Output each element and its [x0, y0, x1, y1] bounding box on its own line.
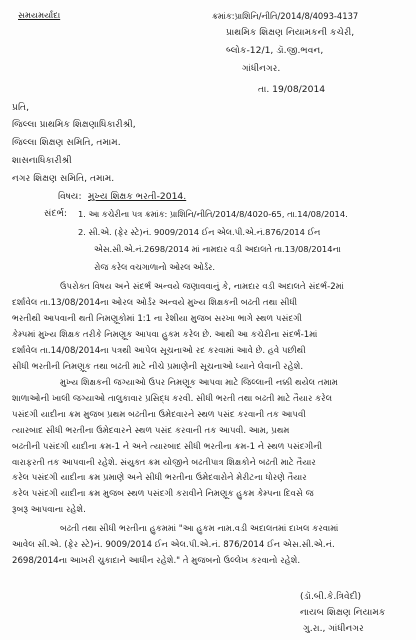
- signatory-designation: નાયબ શિક્ષણ નિયામક: [300, 607, 386, 618]
- reference-number: ક્રમાંક:પ્રાશિનિ/નીતિ/2014/8/4093-4137: [212, 11, 359, 21]
- body-line: દર્શાવેલ તા.14/08/2014ના પત્રથી આપેલ સૂચનાઓ રદ કરવામાં આવે છે. હવે પછીથી: [12, 345, 306, 356]
- letter-date: તા. 19/08/2014: [258, 84, 326, 95]
- body-line: રૂબરૂ આપવાના રહેશે.: [12, 505, 86, 516]
- body-line: બઢતી તથા સીધી ભરતીના હુકમમાં "આ હુકમ નામ.વડી અદાલતમાં દાખલ કરવામાં: [60, 524, 339, 534]
- body-line: ઉપરોક્ત વિષય અને સંદર્ભ અન્વયે જણાવવાનું કે, નામદાર વડી અદાલતે સંદર્ભ-2માં: [60, 282, 344, 292]
- body-paragraph-2: [12, 376, 408, 519]
- references-label: સંદર્ભ:: [44, 208, 68, 219]
- recipient-line: નગર શિક્ષણ સમિતિ, તમામ.: [12, 173, 115, 184]
- signatory-name: (ડૉ.બી.કે.ત્રિવેદી): [300, 591, 362, 602]
- body-line: ભરતીથી આપવાની થતી નિમણૂકોમાં 1:1 ના રેશીયા મુજબ સરખા ભાગે સ્થળ પસંદગી: [12, 313, 302, 324]
- body-line: કરેલ પસંદગી યાદીના ક્રમ મુજબ સ્થળ પસંદગી કરાવીને નિમણૂક હુકમ કેમ્પના દિવસે જ: [12, 489, 314, 500]
- body-line: વારાફરતી તક આપવાની રહેશે. સંયુક્ત ક્રમ યોજીને બઢતીપાત્ર શિક્ષકોને બઢતી માટે તૈયાર: [12, 457, 316, 468]
- signatory-location: ગુ.રા., ગાંધીનગર: [303, 623, 364, 634]
- body-line: બઢતીની પસંદગી યાદીના ક્રમ-1 ને અને ત્યારબાદ સીધી ભરતીના ક્રમ-1 ને સ્થળ પસંદગીની: [12, 441, 323, 452]
- recipient-line: જિલ્લા શિક્ષણ સમિતિ, તમામ.: [12, 137, 121, 148]
- office-address: બ્લોક-12/1, ડૉ.જી.ભવન,: [226, 45, 324, 56]
- subject-text: મુખ્ય શિક્ષક ભરતી-2014.: [88, 191, 187, 202]
- reference-line: 2. સી.એ. (ફેર સ્ટે)નં. 9009/2014 ઈન એલ.પી.એ.નં.876/2014 ઈન: [78, 227, 321, 237]
- reference-line: રોજ કરેલ વચગાળાનો ઓરલ ઓર્ડર.: [94, 262, 215, 272]
- recipient-line: શાસનાધિકારીશ્રી: [12, 155, 72, 166]
- body-line: કરેલ પસંદગી યાદીના ક્રમ પ્રમાણે અને સીધી ભરતીના ઉમેદવારોને મેરીટના ધોરણે તૈયાર: [12, 473, 307, 484]
- reference-line: એસ.સી.એ.નં.2698/2014 માં નામદાર વડી અદાલતે તા.13/08/2014ના: [94, 244, 341, 254]
- recipient-prati: પ્રતિ,: [12, 102, 30, 113]
- body-line: શાળાઓની ખાલી જગ્યાઓ તાલુકાવાર પ્રસિદ્ધ કરવી. સીધી ભરતી તથા બઢતી માટે તૈયાર કરેલ: [12, 393, 333, 404]
- body-line: ત્યારબાદ સીધી ભરતીના ઉમેદવારને સ્થળ પસંદ કરવાની તક આપવી. આમ, પ્રથમ: [12, 425, 290, 436]
- body-paragraph-1: [12, 280, 408, 375]
- recipient-line: જિલ્લા પ્રાથમિક શિક્ષણાધિકારીશ્રી,: [12, 119, 136, 130]
- reference-line: 1. આ કચેરીના પત્ર ક્રમાંક: પ્રાશિનિ/નીતિ/2014/8/4020-65, તા.14/08/2014.: [78, 209, 348, 219]
- body-paragraph-3: [12, 522, 408, 570]
- body-line: 2698/2014ના આખરી ચુકાદાને આધીન રહેશે." તે મુજબનો ઉલ્લેખ કરવાનો રહેશે.: [12, 555, 301, 566]
- subject-label: વિષય:: [58, 191, 82, 202]
- body-line: સીધી ભરતીની નિમણૂક તથા બઢતી માટે નીચે પ્રમાણેની સૂચનાઓ ધ્યાને લેવાની રહેશે.: [12, 361, 304, 372]
- body-line: આવેલ સી.એ. (ફેર સ્ટે)નં. 9009/2014 ઈન એલ.પી.એ.નં. 876/2014 ઈન એસ.સી.એ.નં.: [12, 539, 335, 550]
- body-line: દર્શાવેલ તા.13/08/2014ના ઓરલ ઓર્ડર અન્વયે મુખ્ય શિક્ષકની બઢતી તથા સીધી: [12, 297, 298, 308]
- office-city: ગાંધીનગર.: [242, 63, 281, 74]
- timeliness-label: સમયમર્યાદા: [18, 11, 61, 21]
- office-name: પ્રાથમિક શિક્ષણ નિયામકની કચેરી,: [226, 27, 355, 38]
- body-line: મુખ્ય શિક્ષકની જગ્યાઓ ઉપર નિમણૂક આપવા માટે જિલ્લાની નક્કી થયેલ તમામ: [60, 378, 338, 388]
- body-line: કેમ્પમાં મુખ્ય શિક્ષક તરીકે નિમણૂક આપવા હુકમ કરેલ છે. આથી આ કચેરીના સંદર્ભ-1માં: [12, 329, 318, 340]
- body-line: પસંદગી યાદીના ક્રમ મુજબ પ્રથમ બઢતીના ઉમેદવારને સ્થળ પસંદ કરવાની તક આપવી: [12, 409, 306, 420]
